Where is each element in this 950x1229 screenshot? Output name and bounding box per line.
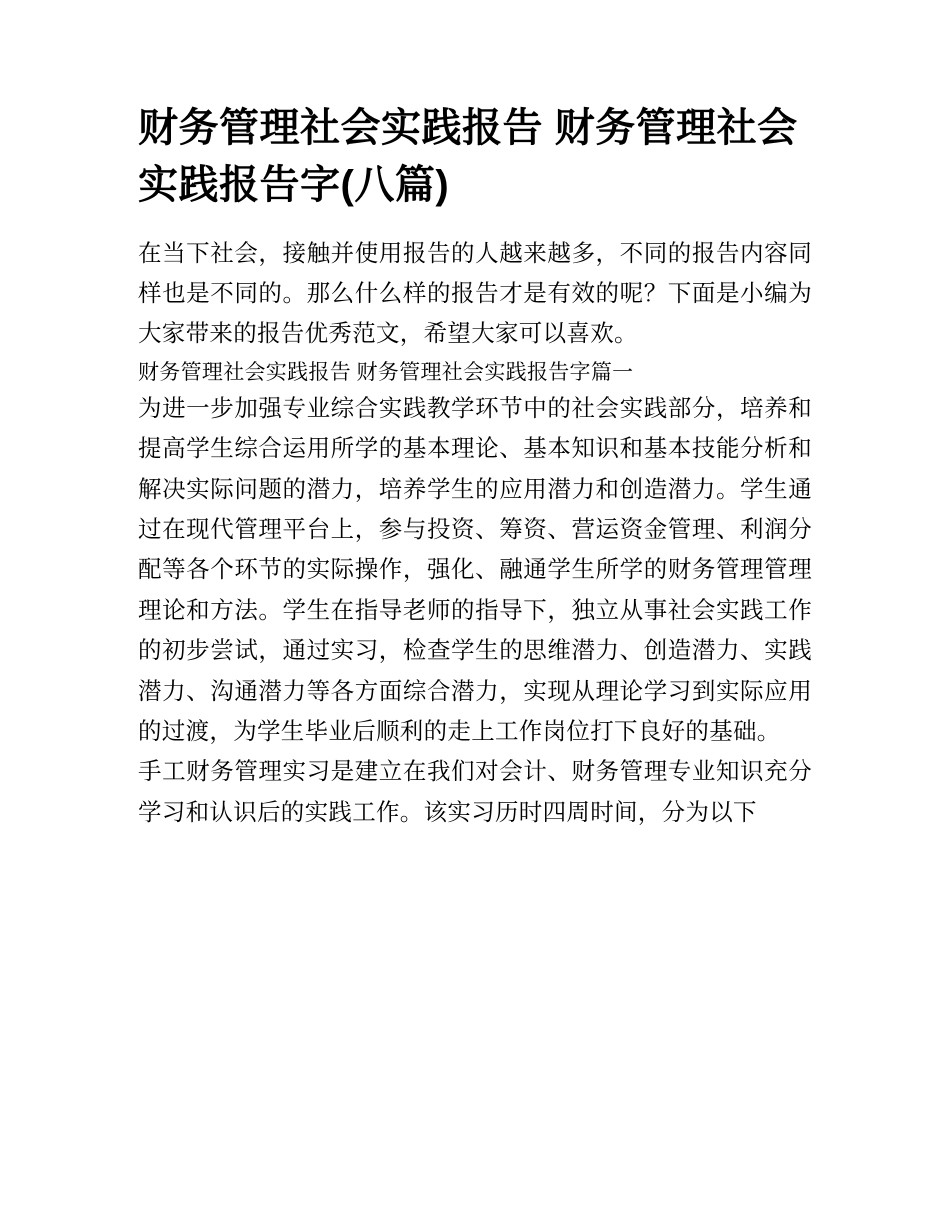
paragraph-intro: 在当下社会，接触并使用报告的人越来越多，不同的报告内容同样也是不同的。那么什么样的报告才是有效的呢？下面是小编为大家带来的报告优秀范文，希望大家可以喜欢。 <box>138 240 812 348</box>
section-heading: 财务管理社会实践报告 财务管理社会实践报告字篇一 <box>138 359 634 384</box>
page-title: 财务管理社会实践报告 财务管理社会实践报告字(八篇) <box>138 106 798 207</box>
paragraph-body-1: 为进一步加强专业综合实践教学环节中的社会实践部分，培养和提高学生综合运用所学的基本理论、基本知识和基本技能分析和解决实际问题的潜力，培养学生的应用潜力和创造潜力。学生通过在现代管理平台上，参与投资、筹资、营运资金管理、利润分配等各个环节的实际操作，强化、融通学生所学的财务管理管理理论和方法。学生在指导老师的指导下，独立从事社会实践工作的初步尝试，通过实习，检查学生的思维潜力、创造潜力、实践潜力、沟通潜力等各方面综合潜力，实现从理论学习到实际应用的过渡，为学生毕业后顺利的走上工作岗位打下良好的基础。 <box>138 395 812 746</box>
paragraph-body-2: 手工财务管理实习是建立在我们对会计、财务管理专业知识充分学习和认识后的实践工作。该实习历时四周时间，分为以下 <box>138 759 812 826</box>
